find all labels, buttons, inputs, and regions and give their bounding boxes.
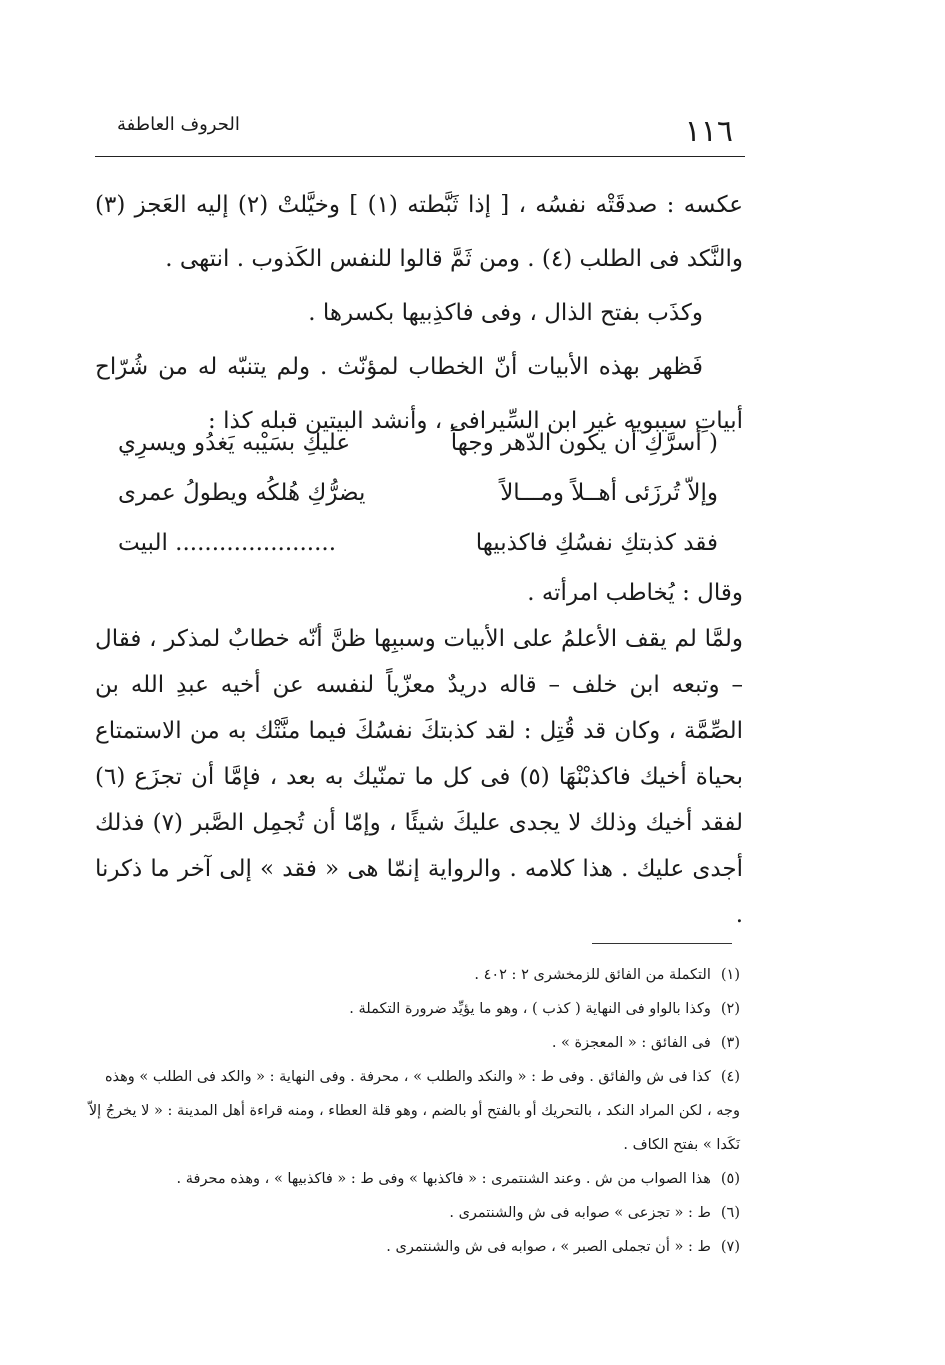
poem-first-hemistich: وإلاّ تُرزَئى أهــلاً ومـــالاً bbox=[500, 480, 718, 506]
poem-verse bbox=[118, 480, 718, 530]
poem-second-hemistich: عليكِ بسَيْبه يَغدُو ويسرِي bbox=[118, 430, 351, 456]
poem-first-hemistich: ( أسرَّكِ أن يكون الدّهر وجهاً bbox=[450, 430, 718, 456]
footnote-number: (٦) bbox=[720, 1205, 740, 1221]
footnote-text: ط : « تجزعى » صوابه فى ش والشنتمرى . bbox=[449, 1205, 711, 1221]
poem-first-hemistich: فقد كذبتكِ نفسُكِ فاكذبيها bbox=[475, 530, 718, 556]
footnote bbox=[85, 1060, 740, 1162]
page-number: ١١٦ bbox=[684, 114, 733, 149]
paragraph: وكذَب بفتح الذال ، وفى فاكذِبيها بكسرها . bbox=[308, 300, 703, 326]
footnote bbox=[85, 1196, 740, 1230]
poem-second-hemistich: يضرُّكِ هُلكُه ويطولُ عمرى bbox=[118, 480, 366, 506]
footnote bbox=[85, 1230, 740, 1264]
footnote bbox=[85, 992, 740, 1026]
footnote bbox=[85, 958, 740, 992]
footnote-number: (٣) bbox=[720, 1035, 740, 1051]
footnote-number: (١) bbox=[720, 967, 740, 983]
body-text-top bbox=[95, 178, 743, 448]
footnote-text: كذا فى ش والفائق . وفى ط : « والنكد والطلب » ، محرفة . وفى النهاية : « والكد فى الطلب » وهذه وجه ، لكن المراد النكد ، بالتحريك أو بالفتح أو بالضم ، وهو قلة العطاء ، ومنه قراءة أهل المدينة : « لا يخرجُ إلاّ نَكَدا » بفتح الكاف . bbox=[88, 1069, 740, 1153]
page-header bbox=[95, 108, 745, 157]
footnote-number: (٥) bbox=[720, 1171, 740, 1187]
poem-block bbox=[118, 430, 718, 580]
footnote bbox=[85, 1026, 740, 1060]
paragraph: ولمَّا لم يقف الأعلمُ على الأبيات وسببِها ظنَّ أنّه خطابٌ لمذكر ، فقال – وتبعه ابن خلف – قاله دريدٌ معزّياً لنفسه عن أخيه عبدِ الله بن الصِّمَّة ، وكان قد قُتِل : لقد كذبتكَ نفسُكَ فيما منَّتْك به من الاستمتاع بحياة أخيك فاكذبْنْهَا (٥) فى كل ما تمنّيك به بعد ، فإمَّا أن تجزَع (٦) لفقد أخيك وذلك لا يجدى عليكَ شيئًا ، وإمّا أن تُجمِل الصَّبر (٧) فذلك أجدى عليك . هذا كلامه . والرواية إنمّا هى « فقد » إلى آخر ما ذكرنا . bbox=[95, 626, 743, 928]
footnote-number: (٤) bbox=[720, 1069, 740, 1085]
running-title: الحروف العاطفة bbox=[117, 114, 240, 135]
footnote-text: ط : « أن تجملى الصبر » ، صوابه فى ش والشنتمرى . bbox=[386, 1239, 711, 1255]
footnote-text: وكذا بالواو فى النهاية ( كذب ) ، وهو ما يؤيِّد ضرورة التكملة . bbox=[349, 1001, 711, 1017]
footnote-number: (٧) bbox=[720, 1239, 740, 1255]
paragraph: وقال : يُخاطب امرأته . bbox=[527, 580, 743, 606]
footnote bbox=[85, 1162, 740, 1196]
footnotes bbox=[85, 958, 740, 1264]
body-text-bottom bbox=[95, 570, 743, 938]
poem-second-hemistich: ...................... البيت bbox=[118, 530, 337, 556]
paragraph: فَظهر بهذه الأبيات أنّ الخطاب لمؤنّث . ولم يتنبّه له من شُرّاح أبياتِ سيبويه غير ابن السِّيرافى ، وأنشد البيتين قبله كذا : bbox=[95, 354, 743, 434]
footnote-text: هذا الصواب من ش . وعند الشنتمرى : « فاكذبها » وفى ط : « فاكذبيها » ، وهذه محرفة . bbox=[176, 1171, 711, 1187]
footnote-text: التكملة من الفائق للزمخشرى ٢ : ٤٠٢ . bbox=[474, 967, 711, 983]
poem-verse bbox=[118, 430, 718, 480]
footnote-text: فى الفائق : « المعجزة » . bbox=[551, 1035, 711, 1051]
footnote-divider bbox=[592, 943, 732, 944]
footnote-number: (٢) bbox=[720, 1001, 740, 1017]
paragraph: عكسه : صدقَتْه نفسُه ، [ إذا ثَبَّطته (١) ] وخيَّلتْ (٢) إليه العَجز (٣) والنَّكد فى الطلب (٤) . ومن ثَمَّ قالوا للنفس الكَذوب . انتهى . bbox=[95, 192, 743, 272]
